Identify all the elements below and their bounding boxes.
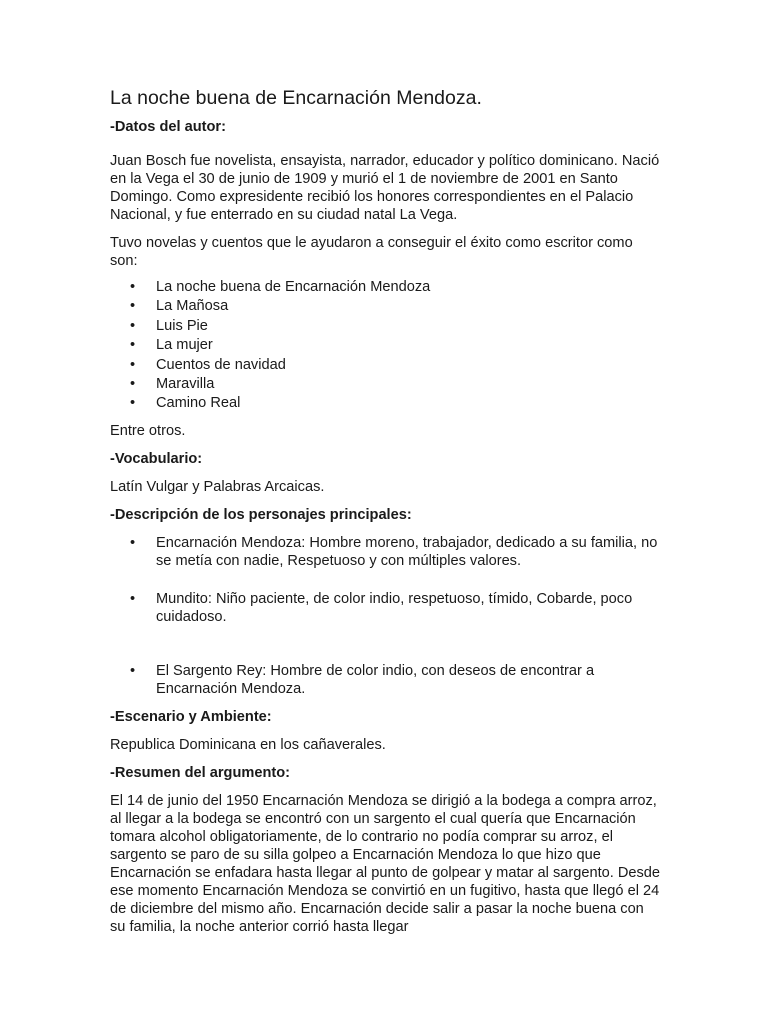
list-item: • Mundito: Niño paciente, de color indio, respetuoso, tímido, Cobarde, poco cuidadoso. — [130, 591, 633, 626]
list-item: • Camino Real — [130, 395, 241, 412]
bullet-icon: • — [130, 356, 136, 373]
bullet-icon: • — [130, 535, 136, 552]
paragraph-entre-otros: Entre otros. — [110, 423, 186, 440]
bullet-icon: • — [130, 395, 136, 412]
works-list — [110, 278, 662, 412]
paragraph-escenario: Republica Dominicana en los cañaverales. — [110, 737, 386, 754]
list-item: • La Mañosa — [130, 298, 229, 315]
list-item: • La mujer — [130, 337, 213, 354]
bullet-icon: • — [130, 298, 136, 315]
characters-list — [110, 534, 662, 698]
document-page — [110, 86, 662, 946]
bullet-icon: • — [130, 317, 136, 334]
paragraph-resumen: El 14 de junio del 1950 Encarnación Mendoza se dirigió a la bodega a compra arroz, al llegar a la bodega se encontró con un sargento el cual quería que Encarnación tomara alcohol obligatoriamente, de lo contrario no podía comprar su arroz, el sargento se paro de su silla golpeo a Encarnación Mendoza lo que hizo que Encarnación se enfadara hasta llegar al punto de golpear y matar al sargento. Desde ese momento Encarnación Mendoza se convirtió en un fugitivo, hasta que llegó el 24 de diciembre del mismo año. Encarnación decide salir a pasar la noche buena con su familia, la noche anterior corrió hasta llegar — [110, 793, 661, 936]
heading-escenario: -Escenario y Ambiente: — [110, 709, 272, 726]
list-item: • Encarnación Mendoza: Hombre moreno, trabajador, dedicado a su familia, no se metía con nadie, Respetuoso y con múltiples valores. — [130, 535, 658, 570]
list-item: • Luis Pie — [130, 317, 208, 334]
heading-personajes: -Descripción de los personajes principales: — [110, 507, 412, 524]
bullet-icon: • — [130, 337, 136, 354]
heading-datos-autor: -Datos del autor: — [110, 119, 226, 135]
list-item: • Maravilla — [130, 375, 215, 392]
paragraph-autor-obras: Tuvo novelas y cuentos que le ayudaron a conseguir el éxito como escritor como son: — [110, 235, 633, 269]
bullet-icon: • — [130, 375, 136, 392]
paragraph-autor-bio: Juan Bosch fue novelista, ensayista, narrador, educador y político dominicano. Nació en la Vega el 30 de junio de 1909 y murió el 1 de noviembre de 2001 en Santo Domingo. Como expresidente recibió los honores correspondientes en el Palacio Nacional, y fue enterrado en su ciudad natal La Vega. — [110, 153, 660, 223]
bullet-icon: • — [130, 591, 136, 608]
document-title: La noche buena de Encarnación Mendoza. — [110, 87, 482, 109]
heading-resumen: -Resumen del argumento: — [110, 765, 291, 782]
bullet-icon: • — [130, 663, 136, 680]
list-item: • Cuentos de navidad — [130, 356, 286, 373]
bullet-icon: • — [130, 279, 136, 295]
heading-vocabulario: -Vocabulario: — [110, 451, 203, 468]
list-item: • El Sargento Rey: Hombre de color indio, con deseos de encontrar a Encarnación Mendoza. — [130, 663, 595, 698]
paragraph-vocabulario: Latín Vulgar y Palabras Arcaicas. — [110, 479, 325, 496]
list-item: • La noche buena de Encarnación Mendoza — [130, 279, 431, 295]
